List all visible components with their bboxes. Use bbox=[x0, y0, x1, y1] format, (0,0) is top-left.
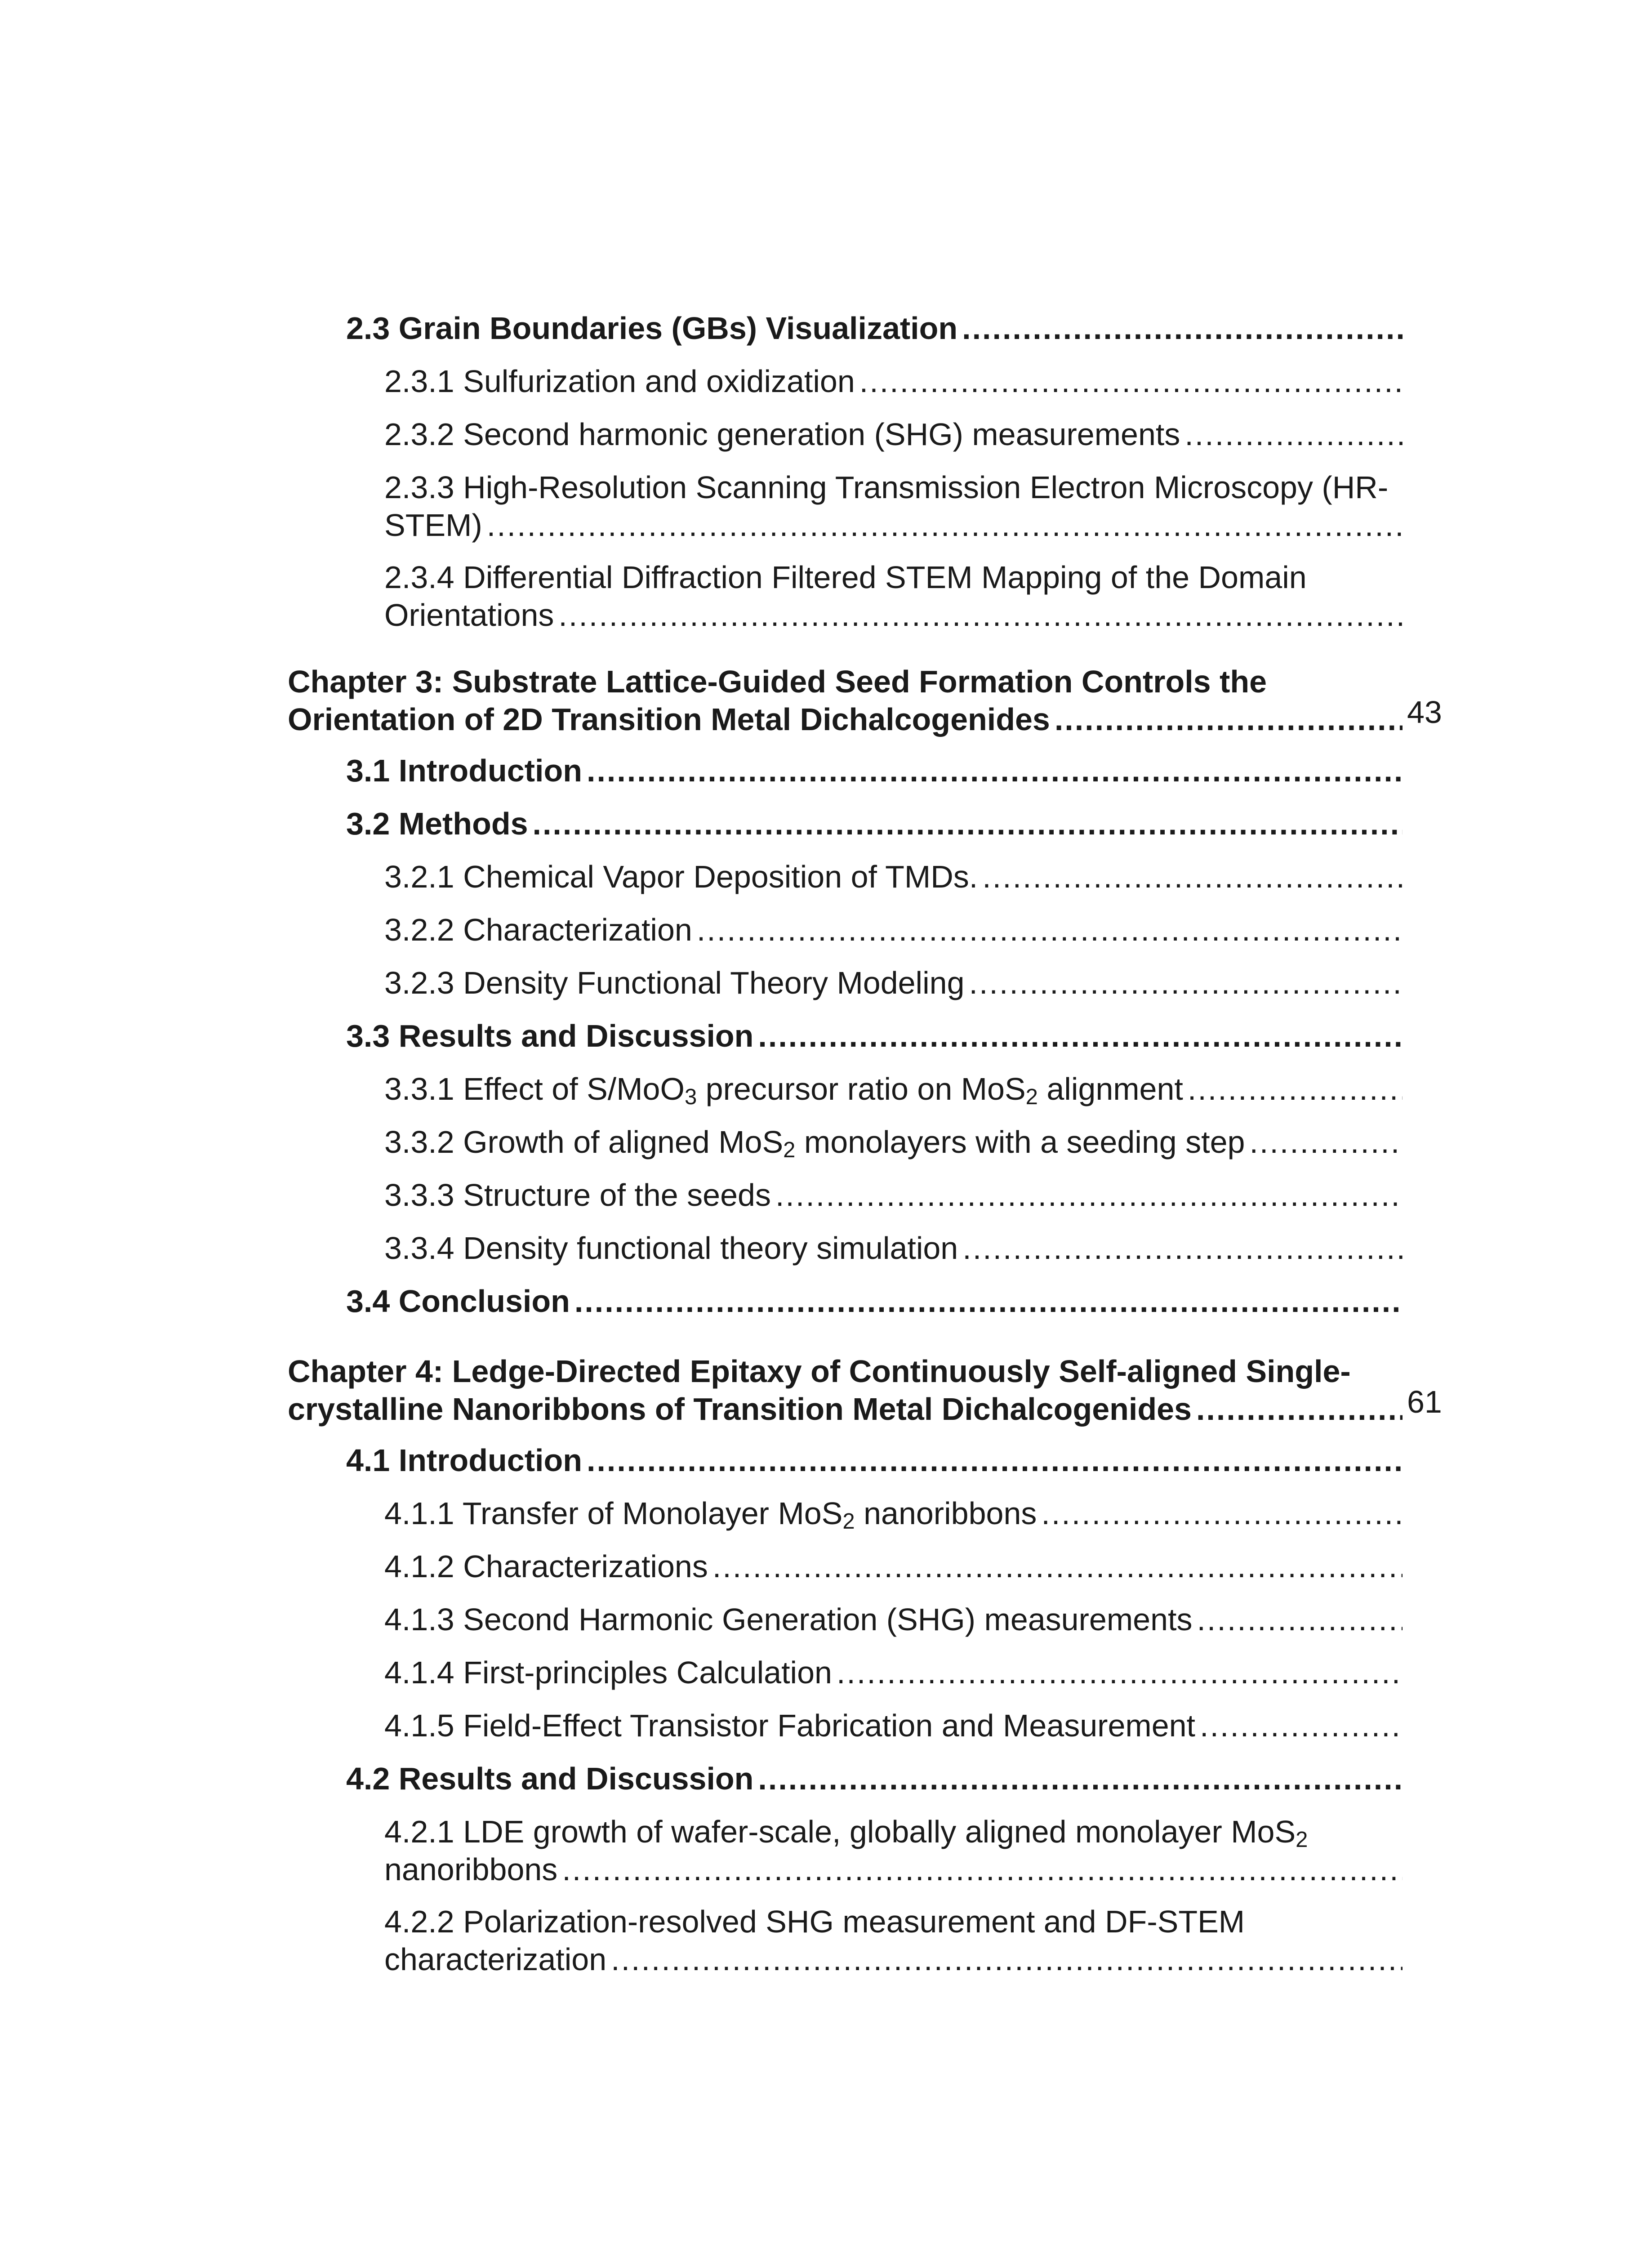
dot-leader bbox=[962, 309, 1403, 347]
dot-leader bbox=[1055, 700, 1403, 738]
toc-chapter-title-line2: Orientation of 2D Transition Metal Dichalcogenides bbox=[288, 702, 1050, 737]
toc-entry-4-2-2[interactable] bbox=[384, 1903, 1403, 1978]
toc-entry-4-1-4[interactable] bbox=[384, 1654, 1403, 1691]
toc-entry-title: 3.2.1 Chemical Vapor Deposition of TMDs. bbox=[384, 859, 978, 894]
dot-leader bbox=[962, 1229, 1403, 1267]
toc-chapter-title-line2: crystalline Nanoribbons of Transition Metal Dichalcogenides bbox=[288, 1392, 1192, 1427]
toc-entry-4-1-2[interactable] bbox=[384, 1548, 1403, 1585]
toc-entry-4-1-3[interactable] bbox=[384, 1601, 1403, 1638]
toc-entry-title-line2: nanoribbons bbox=[384, 1852, 558, 1887]
dot-leader bbox=[562, 1851, 1403, 1888]
toc-entry-3-4[interactable] bbox=[346, 1282, 1403, 1320]
toc-entry-title: 3.3.3 Structure of the seeds bbox=[384, 1178, 771, 1213]
toc-entry-title-line2: Orientations bbox=[384, 598, 554, 633]
toc-entry-3-2[interactable] bbox=[346, 805, 1403, 843]
dot-leader bbox=[587, 752, 1403, 789]
toc-chapter-4[interactable] bbox=[288, 1352, 1403, 1428]
toc-entry-title: 3.3.2 Growth of aligned MoS$_2$ monolayers with a seeding step bbox=[384, 1124, 1245, 1162]
dot-leader bbox=[1041, 1494, 1403, 1532]
toc-entry-2-3-2[interactable] bbox=[384, 415, 1403, 453]
dot-leader bbox=[1188, 1070, 1403, 1108]
toc-entry-title: 3.2.3 Density Functional Theory Modeling bbox=[384, 965, 965, 1000]
toc-entry-title-line1: 4.2.1 LDE growth of wafer-scale, globally aligned monolayer MoS$_2$ bbox=[384, 1814, 1308, 1852]
dot-leader bbox=[1197, 1601, 1403, 1638]
toc-entry-2-3-4[interactable] bbox=[384, 558, 1403, 634]
dot-leader bbox=[712, 1548, 1403, 1585]
dot-leader bbox=[758, 1017, 1403, 1055]
dot-leader bbox=[533, 805, 1403, 843]
toc-entry-4-1-5[interactable] bbox=[384, 1707, 1403, 1744]
toc-entry-3-3-3[interactable] bbox=[384, 1176, 1403, 1214]
toc-chapter-3-page-number: 43 bbox=[1407, 695, 1442, 730]
toc-entry-3-2-2[interactable] bbox=[384, 911, 1403, 949]
dot-leader bbox=[1196, 1390, 1403, 1428]
toc-entry-title: 3.4 Conclusion bbox=[346, 1284, 570, 1319]
dot-leader bbox=[758, 1760, 1403, 1798]
toc-entry-title: 4.1.1 Transfer of Monolayer MoS$_2$ nanoribbons bbox=[384, 1496, 1037, 1534]
toc-entry-2-3-1[interactable] bbox=[384, 362, 1403, 400]
toc-entry-title-line2: characterization bbox=[384, 1942, 607, 1977]
dot-leader bbox=[982, 858, 1403, 896]
toc-chapter-title-line1: Chapter 3: Substrate Lattice-Guided Seed Formation Controls the bbox=[288, 664, 1267, 699]
toc-entry-3-3-1[interactable] bbox=[384, 1070, 1403, 1108]
toc-entry-title-line2: STEM) bbox=[384, 508, 482, 543]
toc-entry-title-line1: 2.3.4 Differential Diffraction Filtered STEM Mapping of the Domain bbox=[384, 560, 1307, 595]
toc-entry-title: 2.3 Grain Boundaries (GBs) Visualization bbox=[346, 311, 958, 346]
toc-entry-title: 4.1.4 First-principles Calculation bbox=[384, 1655, 832, 1690]
toc-entry-2-3[interactable] bbox=[346, 309, 1403, 347]
dot-leader bbox=[837, 1654, 1403, 1691]
toc-entry-title: 4.1.3 Second Harmonic Generation (SHG) measurements bbox=[384, 1602, 1193, 1637]
toc-chapter-4-page-number: 61 bbox=[1407, 1384, 1442, 1419]
toc-entry-3-3-2[interactable] bbox=[384, 1123, 1403, 1161]
toc-entry-title: 4.1.2 Characterizations bbox=[384, 1549, 708, 1584]
toc-entry-title: 3.3.1 Effect of S/MoO$_3$ precursor ratio on MoS$_2$ alignment bbox=[384, 1071, 1183, 1109]
toc-entry-title: 2.3.1 Sulfurization and oxidization bbox=[384, 364, 855, 399]
toc-entry-title: 3.3.4 Density functional theory simulation bbox=[384, 1231, 958, 1266]
dot-leader bbox=[1200, 1707, 1403, 1744]
toc-entry-title-line1: 4.2.2 Polarization-resolved SHG measurement and DF-STEM bbox=[384, 1904, 1245, 1939]
toc-entry-title: 4.1.5 Field-Effect Transistor Fabrication and Measurement bbox=[384, 1708, 1196, 1743]
dot-leader bbox=[574, 1282, 1403, 1320]
toc-entry-3-3[interactable] bbox=[346, 1017, 1403, 1055]
toc-entry-title: 3.2 Methods bbox=[346, 806, 528, 841]
dot-leader bbox=[1249, 1123, 1403, 1161]
toc-entry-4-2-1[interactable] bbox=[384, 1813, 1403, 1888]
toc-chapter-title-line1: Chapter 4: Ledge-Directed Epitaxy of Continuously Self-aligned Single- bbox=[288, 1354, 1351, 1389]
toc-entry-4-1[interactable] bbox=[346, 1441, 1403, 1479]
toc-entry-title: 4.1 Introduction bbox=[346, 1443, 582, 1478]
dot-leader bbox=[487, 506, 1403, 544]
toc-entry-4-2[interactable] bbox=[346, 1760, 1403, 1798]
dot-leader bbox=[969, 964, 1403, 1002]
dot-leader bbox=[558, 596, 1403, 634]
dot-leader bbox=[859, 362, 1403, 400]
toc-entry-title: 3.3 Results and Discussion bbox=[346, 1018, 754, 1053]
toc-entry-3-3-4[interactable] bbox=[384, 1229, 1403, 1267]
toc-chapter-3[interactable] bbox=[288, 663, 1403, 738]
toc-entry-title: 2.3.2 Second harmonic generation (SHG) measurements bbox=[384, 417, 1180, 452]
dot-leader bbox=[1184, 415, 1403, 453]
dot-leader bbox=[611, 1940, 1403, 1978]
toc-entry-3-2-1[interactable] bbox=[384, 858, 1403, 896]
toc-entry-3-2-3[interactable] bbox=[384, 964, 1403, 1002]
dot-leader bbox=[587, 1441, 1403, 1479]
toc-entry-title: 3.2.2 Characterization bbox=[384, 912, 692, 947]
toc-entry-2-3-3[interactable] bbox=[384, 468, 1403, 544]
toc-entry-4-1-1[interactable] bbox=[384, 1494, 1403, 1532]
toc-entry-title: 3.1 Introduction bbox=[346, 753, 582, 788]
dot-leader bbox=[697, 911, 1403, 949]
dot-leader bbox=[775, 1176, 1403, 1214]
toc-entry-title: 4.2 Results and Discussion bbox=[346, 1761, 754, 1796]
toc-entry-3-1[interactable] bbox=[346, 752, 1403, 789]
toc-entry-title-line1: 2.3.3 High-Resolution Scanning Transmission Electron Microscopy (HR- bbox=[384, 470, 1389, 505]
